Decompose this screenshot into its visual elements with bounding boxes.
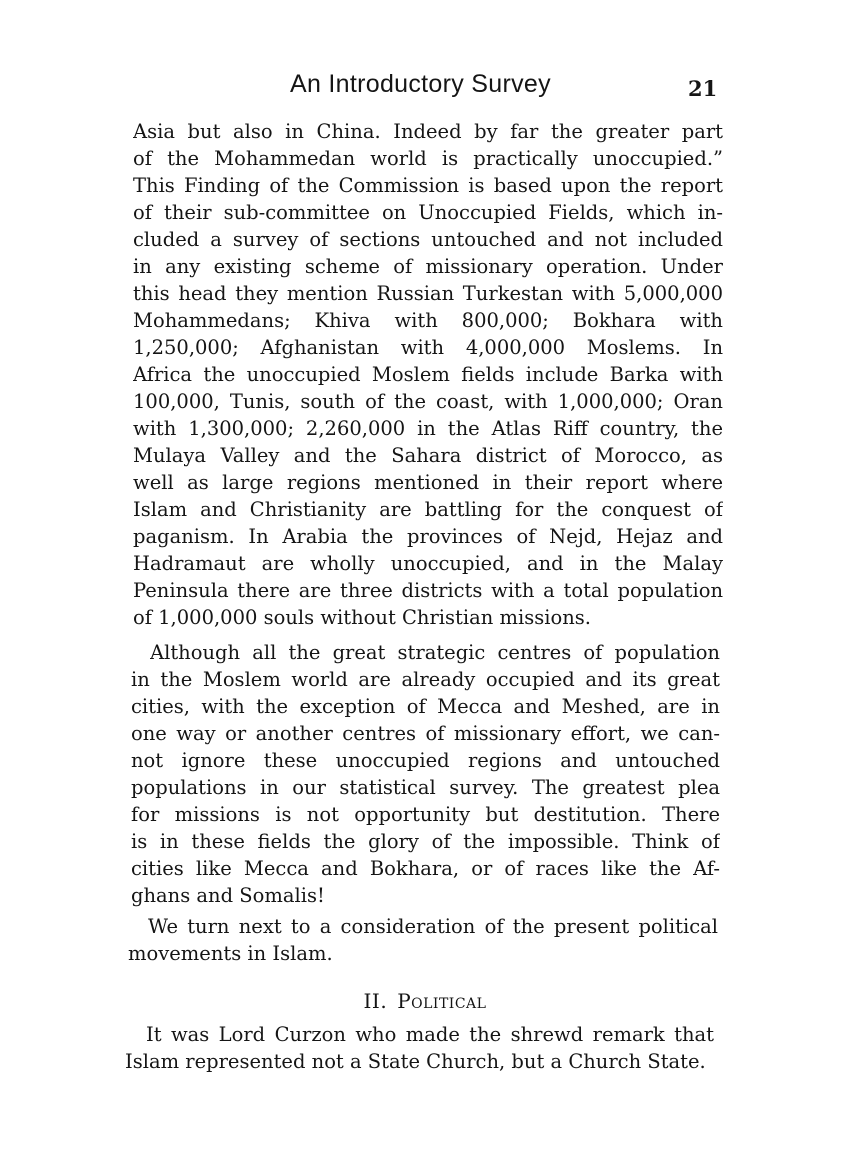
body-line: Mohammedans; Khiva with 800,000; Bokhara with: [133, 309, 723, 332]
body-line: 1,250,000; Afghanistan with 4,000,000 Moslems. In: [133, 336, 723, 359]
body-line: well as large regions mentioned in their report where: [133, 471, 723, 494]
body-line: cities, with the exception of Mecca and Meshed, are in: [131, 695, 720, 718]
body-line: cities like Mecca and Bokhara, or of races like the Af-: [131, 857, 720, 880]
body-line: cluded a survey of sections untouched and not included: [133, 228, 723, 251]
body-line: Mulaya Valley and the Sahara district of Morocco, as: [133, 444, 723, 467]
body-line: one way or another centres of missionary effort, we can-: [131, 722, 720, 745]
body-line: Islam and Christianity are battling for the conquest of: [133, 498, 723, 521]
body-line: It was Lord Curzon who made the shrewd remark that: [146, 1023, 714, 1046]
body-line: Hadramaut are wholly unoccupied, and in the Malay: [133, 552, 723, 575]
body-line: of 1,000,000 souls without Christian missions.: [133, 606, 591, 629]
body-line: paganism. In Arabia the provinces of Nejd, Hejaz and: [133, 525, 723, 548]
body-line: this head they mention Russian Turkestan with 5,000,000: [133, 282, 723, 305]
running-title: An Introductory Survey: [290, 70, 551, 98]
body-line: Asia but also in China. Indeed by far the greater part: [133, 120, 723, 143]
body-line: in any existing scheme of missionary operation. Under: [133, 255, 723, 278]
body-line: populations in our statistical survey. The greatest plea: [131, 776, 720, 799]
body-line: Africa the unoccupied Moslem fields include Barka with: [133, 363, 723, 386]
body-line: We turn next to a consideration of the present political: [148, 915, 718, 938]
body-line: of their sub-committee on Unoccupied Fields, which in-: [133, 201, 723, 224]
body-line: Islam represented not a State Church, but a Church State.: [125, 1050, 706, 1073]
body-line: This Finding of the Commission is based upon the report: [133, 174, 723, 197]
body-line: not ignore these unoccupied regions and untouched: [131, 749, 720, 772]
section-number: II.: [363, 989, 388, 1013]
section-heading: [0, 988, 850, 1014]
running-head: [0, 70, 850, 104]
body-line: movements in Islam.: [128, 942, 333, 965]
body-line: ghans and Somalis!: [131, 884, 325, 907]
body-line: in the Moslem world are already occupied and its great: [131, 668, 720, 691]
body-line: for missions is not opportunity but destitution. There: [131, 803, 720, 826]
body-line: of the Mohammedan world is practically unoccupied.”: [133, 147, 723, 170]
body-line: is in these fields the glory of the impossible. Think of: [131, 830, 720, 853]
body-line: with 1,300,000; 2,260,000 in the Atlas Riff country, the: [133, 417, 723, 440]
body-line: Peninsula there are three districts with a total population: [133, 579, 723, 602]
body-line: 100,000, Tunis, south of the coast, with 1,000,000; Oran: [133, 390, 723, 413]
section-title: Political: [397, 989, 487, 1013]
body-line: Although all the great strategic centres of population: [150, 641, 720, 664]
page-number: 21: [688, 76, 718, 101]
